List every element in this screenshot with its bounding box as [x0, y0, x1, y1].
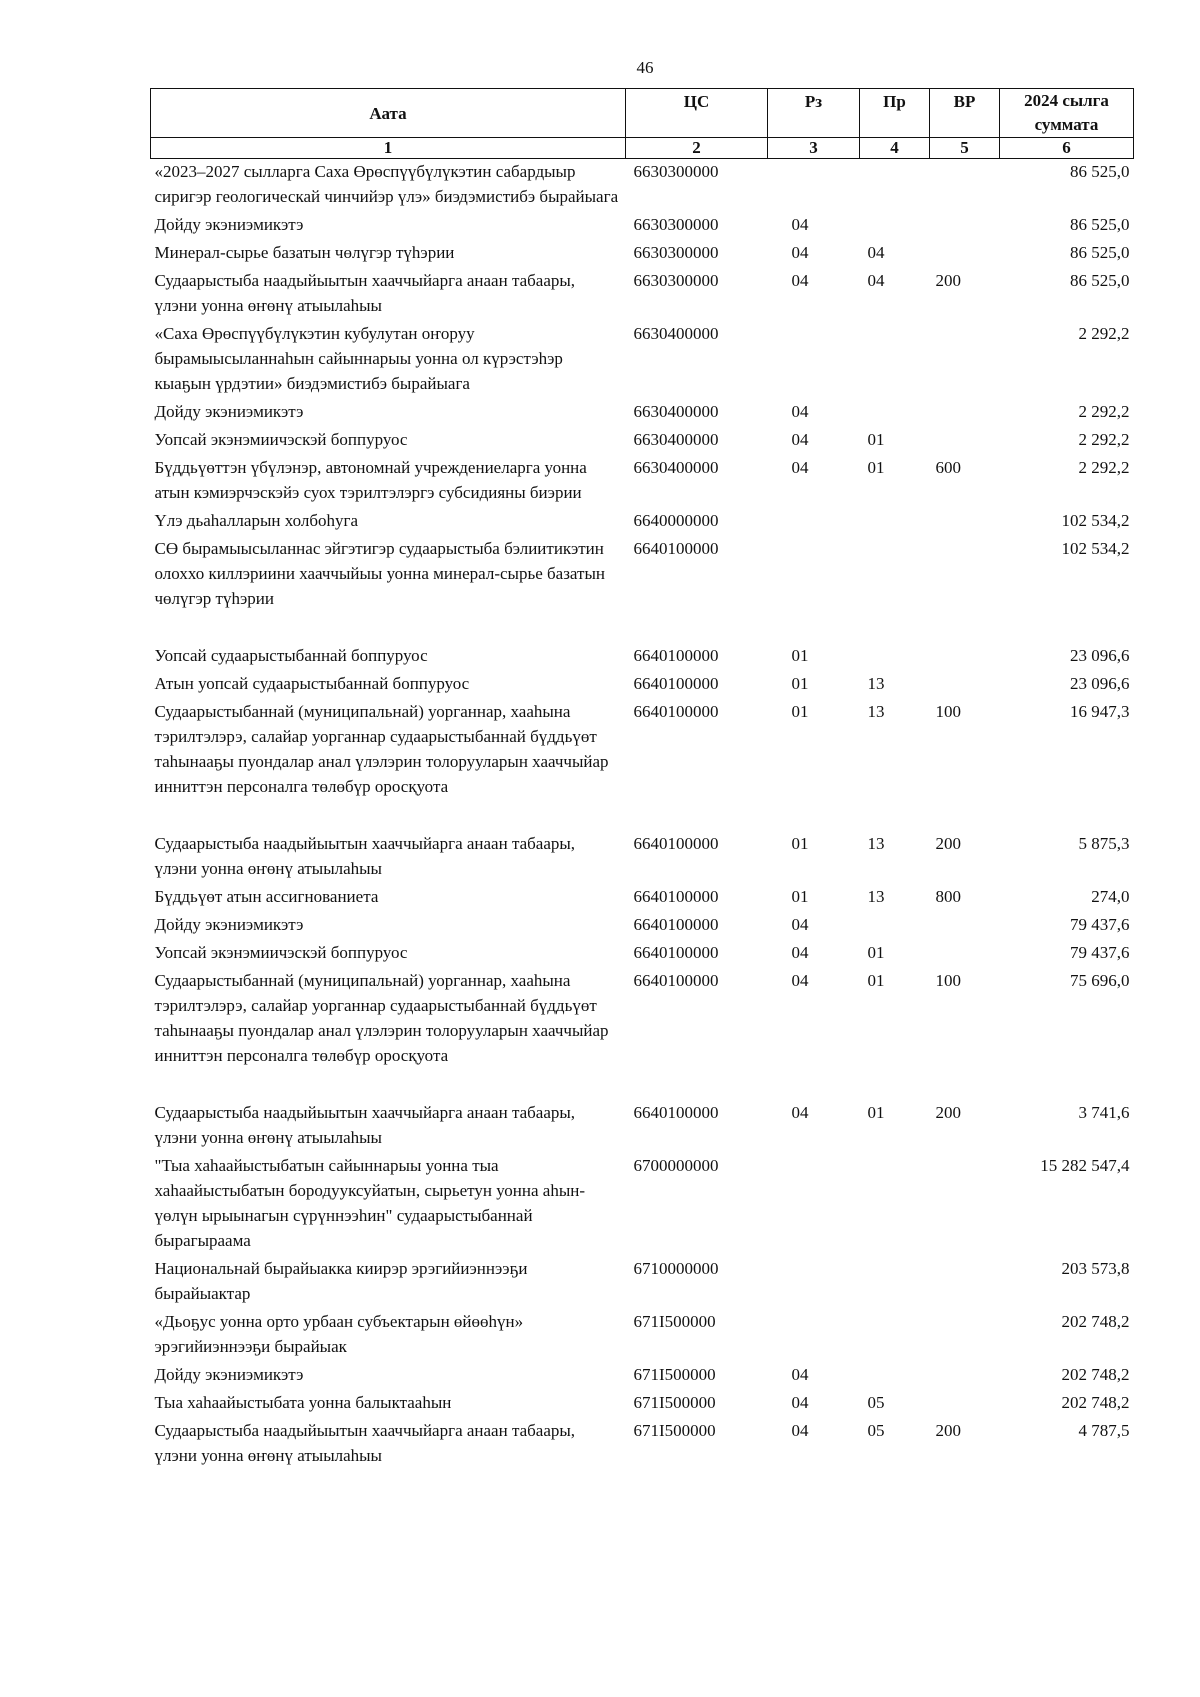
row-rz-cell: 04 [791, 402, 809, 421]
row-cs-cell: 671I500000 [633, 1312, 716, 1331]
row-name-cell: Дойду экэниэмикэтэ [154, 215, 304, 234]
row-name-cell: Атын уопсай судаарыстыбаннай боппуруос [154, 674, 470, 693]
row-name-cell: СӨ бырамыысыланнас эйгэтигэр судаарыстыба бэлиитикэтин олоххо киллэриини хааччыйыы уонна минерал-сырье базатын чөлүгэр түһэрии [154, 539, 605, 608]
row-sum-cell: 23 096,6 [1070, 674, 1130, 693]
row-name-cell: «Саха Өрөспүүбүлүкэтин кубулутан оҥоруу бырамыысыланнаһын сайыннарыы уонна ол күрэстэһэр кыаҕын үрдэтии» биэдэмистибэ бырайыага [154, 324, 563, 393]
row-rz-cell [768, 508, 860, 536]
column-header-cs: ЦС [626, 89, 768, 138]
row-cs-cell: 6640100000 [633, 674, 719, 693]
row-rz-cell: 01 [791, 834, 809, 853]
table-row [151, 968, 1134, 1100]
table-row [151, 240, 1134, 268]
row-pr-cell [860, 159, 930, 213]
row-vr-cell: 600 [935, 458, 961, 477]
row-vr-cell [930, 1153, 1000, 1256]
table-row [151, 1309, 1134, 1362]
row-sum-cell: 5 875,3 [1078, 834, 1130, 853]
row-vr-cell [930, 159, 1000, 213]
row-vr-cell [930, 427, 1000, 455]
table-row [151, 399, 1134, 427]
row-sum-cell: 274,0 [1091, 887, 1130, 906]
column-header-pr: Пр [860, 89, 930, 138]
column-header-rz: Рз [768, 89, 860, 138]
row-sum-cell: 86 525,0 [1070, 215, 1130, 234]
table-row [151, 912, 1134, 940]
row-cs-cell: 6700000000 [633, 1156, 719, 1175]
row-name-cell: Дойду экэниэмикэтэ [154, 402, 304, 421]
row-pr-cell [860, 508, 930, 536]
row-rz-cell [768, 1153, 860, 1256]
row-cs-cell: 6640100000 [633, 971, 719, 990]
row-cs-cell: 6640100000 [633, 539, 719, 558]
row-sum-cell: 203 573,8 [1061, 1259, 1130, 1278]
row-name-cell: Дойду экэниэмикэтэ [154, 915, 304, 934]
row-vr-cell: 200 [935, 1103, 961, 1122]
row-cs-cell: 6640100000 [633, 1103, 719, 1122]
row-pr-cell: 13 [867, 674, 885, 693]
table-row [151, 1418, 1134, 1471]
row-cs-cell: 6640100000 [633, 915, 719, 934]
table-row [151, 159, 1134, 213]
row-name-cell: Үлэ дьаһалларын холбоһуга [154, 511, 359, 530]
row-pr-cell [860, 536, 930, 643]
row-pr-cell: 13 [867, 834, 885, 853]
table-row [151, 1100, 1134, 1153]
row-sum-cell: 2 292,2 [1078, 402, 1130, 421]
column-number: 2 [626, 138, 768, 159]
row-pr-cell [860, 1153, 930, 1256]
row-vr-cell [930, 940, 1000, 968]
row-vr-cell [930, 240, 1000, 268]
table-row [151, 884, 1134, 912]
row-rz-cell [768, 536, 860, 643]
table-row [151, 536, 1134, 643]
table-row [151, 321, 1134, 399]
row-rz-cell [768, 159, 860, 213]
row-rz-cell: 04 [791, 915, 809, 934]
row-pr-cell [860, 321, 930, 399]
table-row [151, 212, 1134, 240]
row-pr-cell: 01 [867, 971, 885, 990]
row-name-cell: Уопсай экэнэмиичэскэй боппуруос [154, 430, 408, 449]
row-name-cell: Минерал-сырье базатын чөлүгэр түһэрии [154, 243, 455, 262]
row-cs-cell: 6630300000 [633, 162, 719, 181]
row-name-cell: Судаарыстыба наадыйыытын хааччыйарга анаан табаары, үлэни уонна өҥөнү атыылаһыы [154, 1421, 576, 1465]
row-sum-cell: 102 534,2 [1061, 511, 1130, 530]
table-row [151, 1362, 1134, 1390]
column-header-vr: ВР [930, 89, 1000, 138]
row-vr-cell: 800 [935, 887, 961, 906]
row-rz-cell: 04 [791, 1365, 809, 1384]
row-cs-cell: 671I500000 [633, 1365, 716, 1384]
row-rz-cell: 04 [791, 971, 809, 990]
row-rz-cell: 04 [791, 1393, 809, 1412]
row-sum-cell: 15 282 547,4 [1040, 1156, 1130, 1175]
row-pr-cell: 01 [867, 943, 885, 962]
row-sum-cell: 202 748,2 [1061, 1393, 1130, 1412]
row-cs-cell: 6630400000 [633, 430, 719, 449]
column-number: 3 [768, 138, 860, 159]
table-row [151, 831, 1134, 884]
row-rz-cell [768, 321, 860, 399]
row-cs-cell: 6630400000 [633, 324, 719, 343]
row-vr-cell [930, 212, 1000, 240]
row-name-cell: Судаарыстыба наадыйыытын хааччыйарга анаан табаары, үлэни уонна өҥөнү атыылаһыы [154, 271, 576, 315]
row-name-cell: Судаарыстыба наадыйыытын хааччыйарга анаан табаары, үлэни уонна өҥөнү атыылаһыы [154, 834, 576, 878]
table-body [151, 159, 1134, 1472]
row-vr-cell: 100 [935, 971, 961, 990]
row-pr-cell: 05 [867, 1421, 885, 1440]
row-name-cell: Судаарыстыбаннай (муниципальнай) уорганнар, хааһына тэрилтэлэрэ, салайар уорганнар судаарыстыбаннай бүддьүөт таһынааҕы пуондалар анал үлэлэрин толорууларын хааччыйар инниттэн персоналга төлөбүр оросқуота [154, 971, 609, 1065]
table-row [151, 455, 1134, 508]
row-name-cell: Бүддьүөт атын ассигнованиета [154, 887, 379, 906]
row-cs-cell: 6630400000 [633, 402, 719, 421]
row-cs-cell: 6630300000 [633, 271, 719, 290]
row-sum-cell: 3 741,6 [1078, 1103, 1130, 1122]
column-number-row [151, 138, 1134, 159]
row-cs-cell: 6640100000 [633, 943, 719, 962]
row-cs-cell: 6640100000 [633, 834, 719, 853]
row-pr-cell: 01 [867, 458, 885, 477]
row-pr-cell [860, 1256, 930, 1309]
column-header-sum: 2024 сылга суммата [1000, 89, 1134, 138]
row-rz-cell: 01 [791, 646, 809, 665]
row-name-cell: «2023–2027 сылларга Саха Өрөспүүбүлүкэтин сабардыыр сиригэр геологическай чинчийэр үлэ» биэдэмистибэ бырайыага [154, 162, 619, 206]
row-vr-cell [930, 536, 1000, 643]
row-cs-cell: 6630300000 [633, 243, 719, 262]
row-sum-cell: 202 748,2 [1061, 1365, 1130, 1384]
row-name-cell: Судаарыстыбаннай (муниципальнай) уорганнар, хааһына тэрилтэлэрэ, салайар уорганнар судаарыстыбаннай бүддьүөт таһынааҕы пуондалар анал үлэлэрин толорууларын хааччыйар инниттэн персоналга төлөбүр оросқуота [154, 702, 609, 796]
row-pr-cell: 05 [867, 1393, 885, 1412]
page-number: 46 [636, 58, 654, 77]
column-number: 5 [930, 138, 1000, 159]
budget-table [150, 88, 1134, 1471]
column-number: 6 [1000, 138, 1134, 159]
row-sum-cell: 75 696,0 [1070, 971, 1130, 990]
row-pr-cell [860, 912, 930, 940]
row-name-cell: Уопсай экэнэмиичэскэй боппуруос [154, 943, 408, 962]
row-sum-cell: 202 748,2 [1061, 1312, 1130, 1331]
row-rz-cell: 01 [791, 674, 809, 693]
row-pr-cell: 13 [867, 887, 885, 906]
table-row [151, 940, 1134, 968]
row-cs-cell: 6630400000 [633, 458, 719, 477]
row-sum-cell: 2 292,2 [1078, 430, 1130, 449]
row-vr-cell: 100 [935, 702, 961, 721]
row-name-cell: "Тыа хаһаайыстыбатын сайыннарыы уонна тыа хаһаайыстыбатын бородууксуйатын, сырьетун уонна аһын-үөлүн ырыынагын сүрүннээһин" судаарыстыбаннай бырагыраама [154, 1156, 586, 1250]
row-sum-cell: 2 292,2 [1078, 324, 1130, 343]
row-cs-cell: 6710000000 [633, 1259, 719, 1278]
row-vr-cell: 200 [935, 1421, 961, 1440]
table-header-row [151, 89, 1134, 138]
row-vr-cell [930, 321, 1000, 399]
row-vr-cell [930, 643, 1000, 671]
row-vr-cell [930, 508, 1000, 536]
row-pr-cell [860, 212, 930, 240]
table-row [151, 1256, 1134, 1309]
row-cs-cell: 6640100000 [633, 646, 719, 665]
row-rz-cell: 04 [791, 1421, 809, 1440]
row-cs-cell: 671I500000 [633, 1393, 716, 1412]
row-vr-cell [930, 912, 1000, 940]
row-name-cell: Судаарыстыба наадыйыытын хааччыйарга анаан табаары, үлэни уонна өҥөнү атыылаһыы [154, 1103, 576, 1147]
row-rz-cell: 04 [791, 430, 809, 449]
row-rz-cell: 01 [791, 887, 809, 906]
row-rz-cell: 04 [791, 271, 809, 290]
table-row [151, 427, 1134, 455]
row-vr-cell [930, 1309, 1000, 1362]
row-rz-cell [768, 1309, 860, 1362]
row-sum-cell: 86 525,0 [1070, 243, 1130, 262]
row-vr-cell: 200 [935, 271, 961, 290]
row-pr-cell: 01 [867, 430, 885, 449]
row-vr-cell [930, 1256, 1000, 1309]
column-header-name: Аата [151, 89, 626, 138]
row-name-cell: «Дьоҕус уонна орто урбаан субъектарын өйөөһүн» эрэгийиэннээҕи бырайыак [154, 1312, 524, 1356]
row-sum-cell: 86 525,0 [1070, 162, 1130, 181]
row-cs-cell: 6640000000 [633, 511, 719, 530]
row-sum-cell: 79 437,6 [1070, 915, 1130, 934]
row-pr-cell [860, 1309, 930, 1362]
row-name-cell: Национальнай бырайыакка киирэр эрэгийиэннээҕи бырайыактар [154, 1259, 528, 1303]
row-cs-cell: 6640100000 [633, 702, 719, 721]
row-vr-cell: 200 [935, 834, 961, 853]
table-row [151, 643, 1134, 671]
row-rz-cell: 04 [791, 458, 809, 477]
row-pr-cell: 04 [867, 271, 885, 290]
row-vr-cell [930, 399, 1000, 427]
row-cs-cell: 6640100000 [633, 887, 719, 906]
column-number: 4 [860, 138, 930, 159]
row-sum-cell: 102 534,2 [1061, 539, 1130, 558]
row-sum-cell: 16 947,3 [1070, 702, 1130, 721]
row-pr-cell [860, 1362, 930, 1390]
column-number: 1 [151, 138, 626, 159]
row-name-cell: Уопсай судаарыстыбаннай боппуруос [154, 646, 428, 665]
row-rz-cell: 01 [791, 702, 809, 721]
row-pr-cell [860, 399, 930, 427]
row-vr-cell [930, 1362, 1000, 1390]
row-sum-cell: 79 437,6 [1070, 943, 1130, 962]
row-cs-cell: 671I500000 [633, 1421, 716, 1440]
table-row [151, 1390, 1134, 1418]
table-row [151, 699, 1134, 831]
row-rz-cell: 04 [791, 215, 809, 234]
row-sum-cell: 86 525,0 [1070, 271, 1130, 290]
row-rz-cell: 04 [791, 943, 809, 962]
row-pr-cell [860, 643, 930, 671]
row-rz-cell: 04 [791, 243, 809, 262]
row-pr-cell: 13 [867, 702, 885, 721]
table-row [151, 268, 1134, 321]
row-vr-cell [930, 671, 1000, 699]
row-pr-cell: 04 [867, 243, 885, 262]
table-row [151, 1153, 1134, 1256]
row-rz-cell: 04 [791, 1103, 809, 1122]
table-row [151, 508, 1134, 536]
row-name-cell: Тыа хаһаайыстыбата уонна балыктааһын [154, 1393, 452, 1412]
row-name-cell: Дойду экэниэмикэтэ [154, 1365, 304, 1384]
row-vr-cell [930, 1390, 1000, 1418]
row-name-cell: Бүддьүөттэн үбүлэнэр, автономнай учреждениеларга уонна атын кэмиэрчэскэйэ суох тэрилтэлэргэ субсидияны биэрии [154, 458, 587, 502]
row-sum-cell: 2 292,2 [1078, 458, 1130, 477]
row-cs-cell: 6630300000 [633, 215, 719, 234]
row-rz-cell [768, 1256, 860, 1309]
row-pr-cell: 01 [867, 1103, 885, 1122]
table-row [151, 671, 1134, 699]
row-sum-cell: 4 787,5 [1078, 1421, 1130, 1440]
row-sum-cell: 23 096,6 [1070, 646, 1130, 665]
